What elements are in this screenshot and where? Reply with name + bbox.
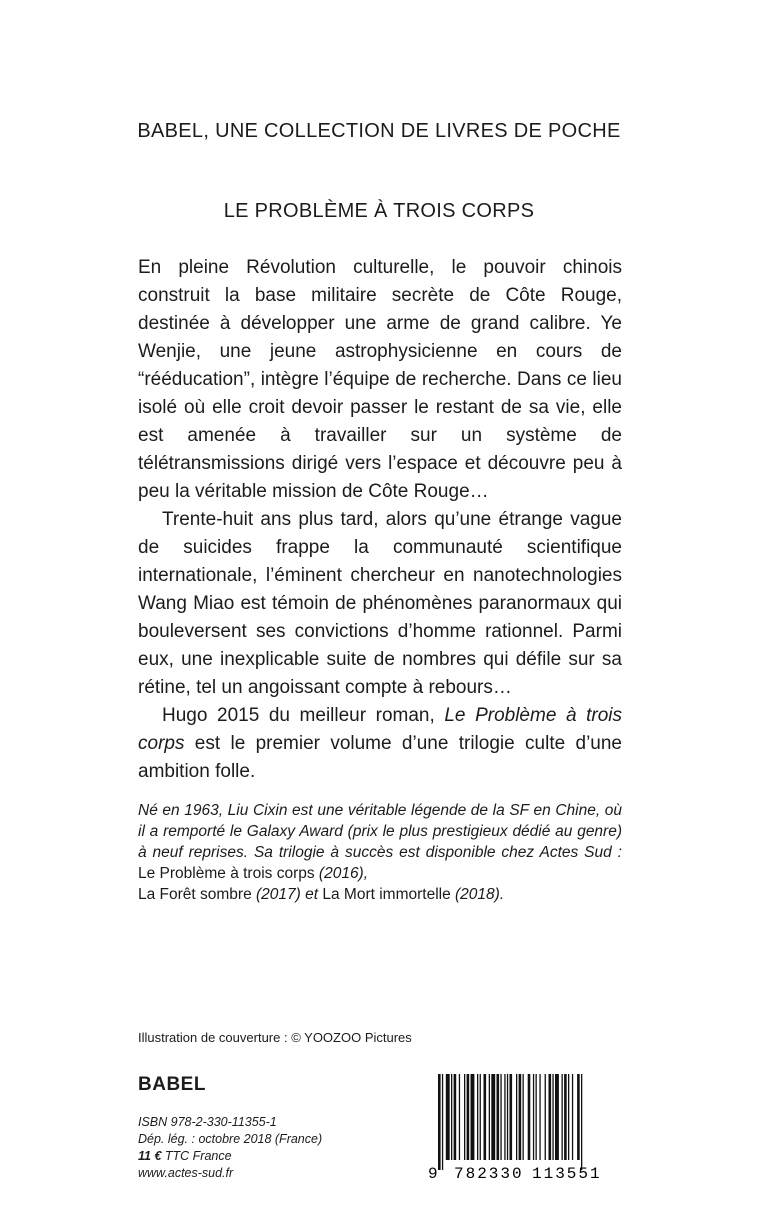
barcode-digit-first: 9 <box>428 1165 438 1182</box>
blurb-p3-title: Le Problème à trois corps <box>138 705 622 754</box>
barcode-bar <box>489 1074 490 1160</box>
bio-intro: Né en 1963, Liu Cixin est une véritable légende de la SF en Chine, où il a remporté le Galaxy Award (prix le plus prestigieux dédié au genre) à neuf reprises. Sa trilogie à succès est disponible chez Actes Sud : <box>138 802 622 861</box>
author-bio <box>138 800 622 905</box>
barcode-bar <box>451 1074 452 1160</box>
isbn: ISBN 978-2-330-11355-1 <box>138 1115 277 1129</box>
bio-book-1: Le Problème à trois corps <box>138 865 315 882</box>
barcode-bar <box>471 1074 475 1160</box>
blurb <box>138 254 622 786</box>
collection-heading: BABEL, UNE COLLECTION DE LIVRES DE POCHE <box>137 120 621 142</box>
price-line <box>138 1148 322 1165</box>
barcode-bar <box>491 1074 495 1160</box>
barcode-bar <box>564 1074 567 1160</box>
barcode-digits-right: 113551 <box>532 1165 602 1182</box>
cover-credit: Illustration de couverture : © YOOZOO Pictures <box>138 1030 412 1045</box>
barcode-bar <box>516 1074 517 1160</box>
barcode-bar <box>555 1074 559 1160</box>
bio-year-1: (2016), <box>314 865 369 882</box>
publisher-name: BABEL <box>138 1074 206 1095</box>
barcode-bar <box>480 1074 481 1160</box>
barcode-bar <box>446 1074 450 1160</box>
bio-book-2: La Forêt sombre <box>138 886 252 903</box>
barcode-bar <box>454 1074 457 1160</box>
barcode-bar <box>568 1074 569 1160</box>
barcode-bar <box>500 1074 501 1160</box>
barcode-bar <box>536 1074 537 1160</box>
barcode <box>424 1074 622 1182</box>
barcode-bar <box>581 1074 582 1170</box>
barcode-bar <box>459 1074 460 1160</box>
book-meta <box>138 1114 322 1182</box>
price-suffix: TTC France <box>161 1149 232 1163</box>
barcode-bar <box>528 1074 531 1160</box>
barcode-bar <box>438 1074 441 1170</box>
legal-deposit: Dép. lég. : octobre 2018 (France) <box>138 1132 323 1146</box>
bio-book-3: La Mort immortelle <box>322 886 451 903</box>
barcode-bars <box>438 1074 582 1170</box>
barcode-bar <box>562 1074 563 1160</box>
barcode-bar <box>545 1074 546 1160</box>
blurb-paragraph-3 <box>138 702 622 786</box>
barcode-bar <box>442 1074 443 1170</box>
blurb-paragraph-1: En pleine Révolution culturelle, le pouvoir chinois construit la base militaire secrète de Côte Rouge, destinée à développer une arme de grand calibre. Ye Wenjie, une jeune astrophysicienne en cours de “rééducation”, intègre l’équipe de recherche. Dans ce lieu isolé où elle croit devoir passer le restant de sa vie, elle est amenée à travailler sur un système de télétransmissions dirigé vers l’espace et découvre peu à peu la véritable mission de Côte Rouge… <box>138 257 622 502</box>
barcode-bar <box>572 1074 573 1160</box>
blurb-paragraph-2: Trente-huit ans plus tard, alors qu’une étrange vague de suicides frappe la communauté scientifique internationale, l’éminent chercheur en nanotechnologies Wang Miao est témoin de phénomènes paranormaux qui bouleversent ses convictions d’homme rationnel. Parmi eux, une inexplicable suite de nombres qui défile sur sa rétine, tel un angoissant compte à rebours… <box>138 509 622 698</box>
barcode-bar <box>497 1074 500 1160</box>
barcode-bar <box>510 1074 513 1160</box>
website: www.actes-sud.fr <box>138 1166 234 1180</box>
book-title: LE PROBLÈME À TROIS CORPS <box>223 200 535 222</box>
barcode-bar <box>523 1074 524 1160</box>
barcode-bar <box>464 1074 465 1160</box>
bio-year-3: (2018). <box>450 886 505 903</box>
barcode-bar <box>577 1074 580 1160</box>
barcode-bar <box>539 1074 540 1160</box>
barcode-bar <box>507 1074 508 1160</box>
barcode-bar <box>504 1074 505 1160</box>
bio-year-2: (2017) et <box>251 886 323 903</box>
price: 11 € <box>138 1149 162 1163</box>
blurb-p3-start: Hugo 2015 du meilleur roman, <box>162 705 445 726</box>
barcode-bar <box>484 1074 487 1160</box>
barcode-bar <box>549 1074 552 1160</box>
barcode-bar <box>467 1074 470 1160</box>
blurb-p3-end: est le premier volume d’une trilogie culte d’une ambition folle. <box>138 733 622 782</box>
barcode-bar <box>533 1074 534 1160</box>
barcode-digits-left: 782330 <box>454 1165 524 1182</box>
barcode-bar <box>477 1074 478 1160</box>
barcode-bar <box>519 1074 522 1160</box>
barcode-bar <box>552 1074 553 1160</box>
